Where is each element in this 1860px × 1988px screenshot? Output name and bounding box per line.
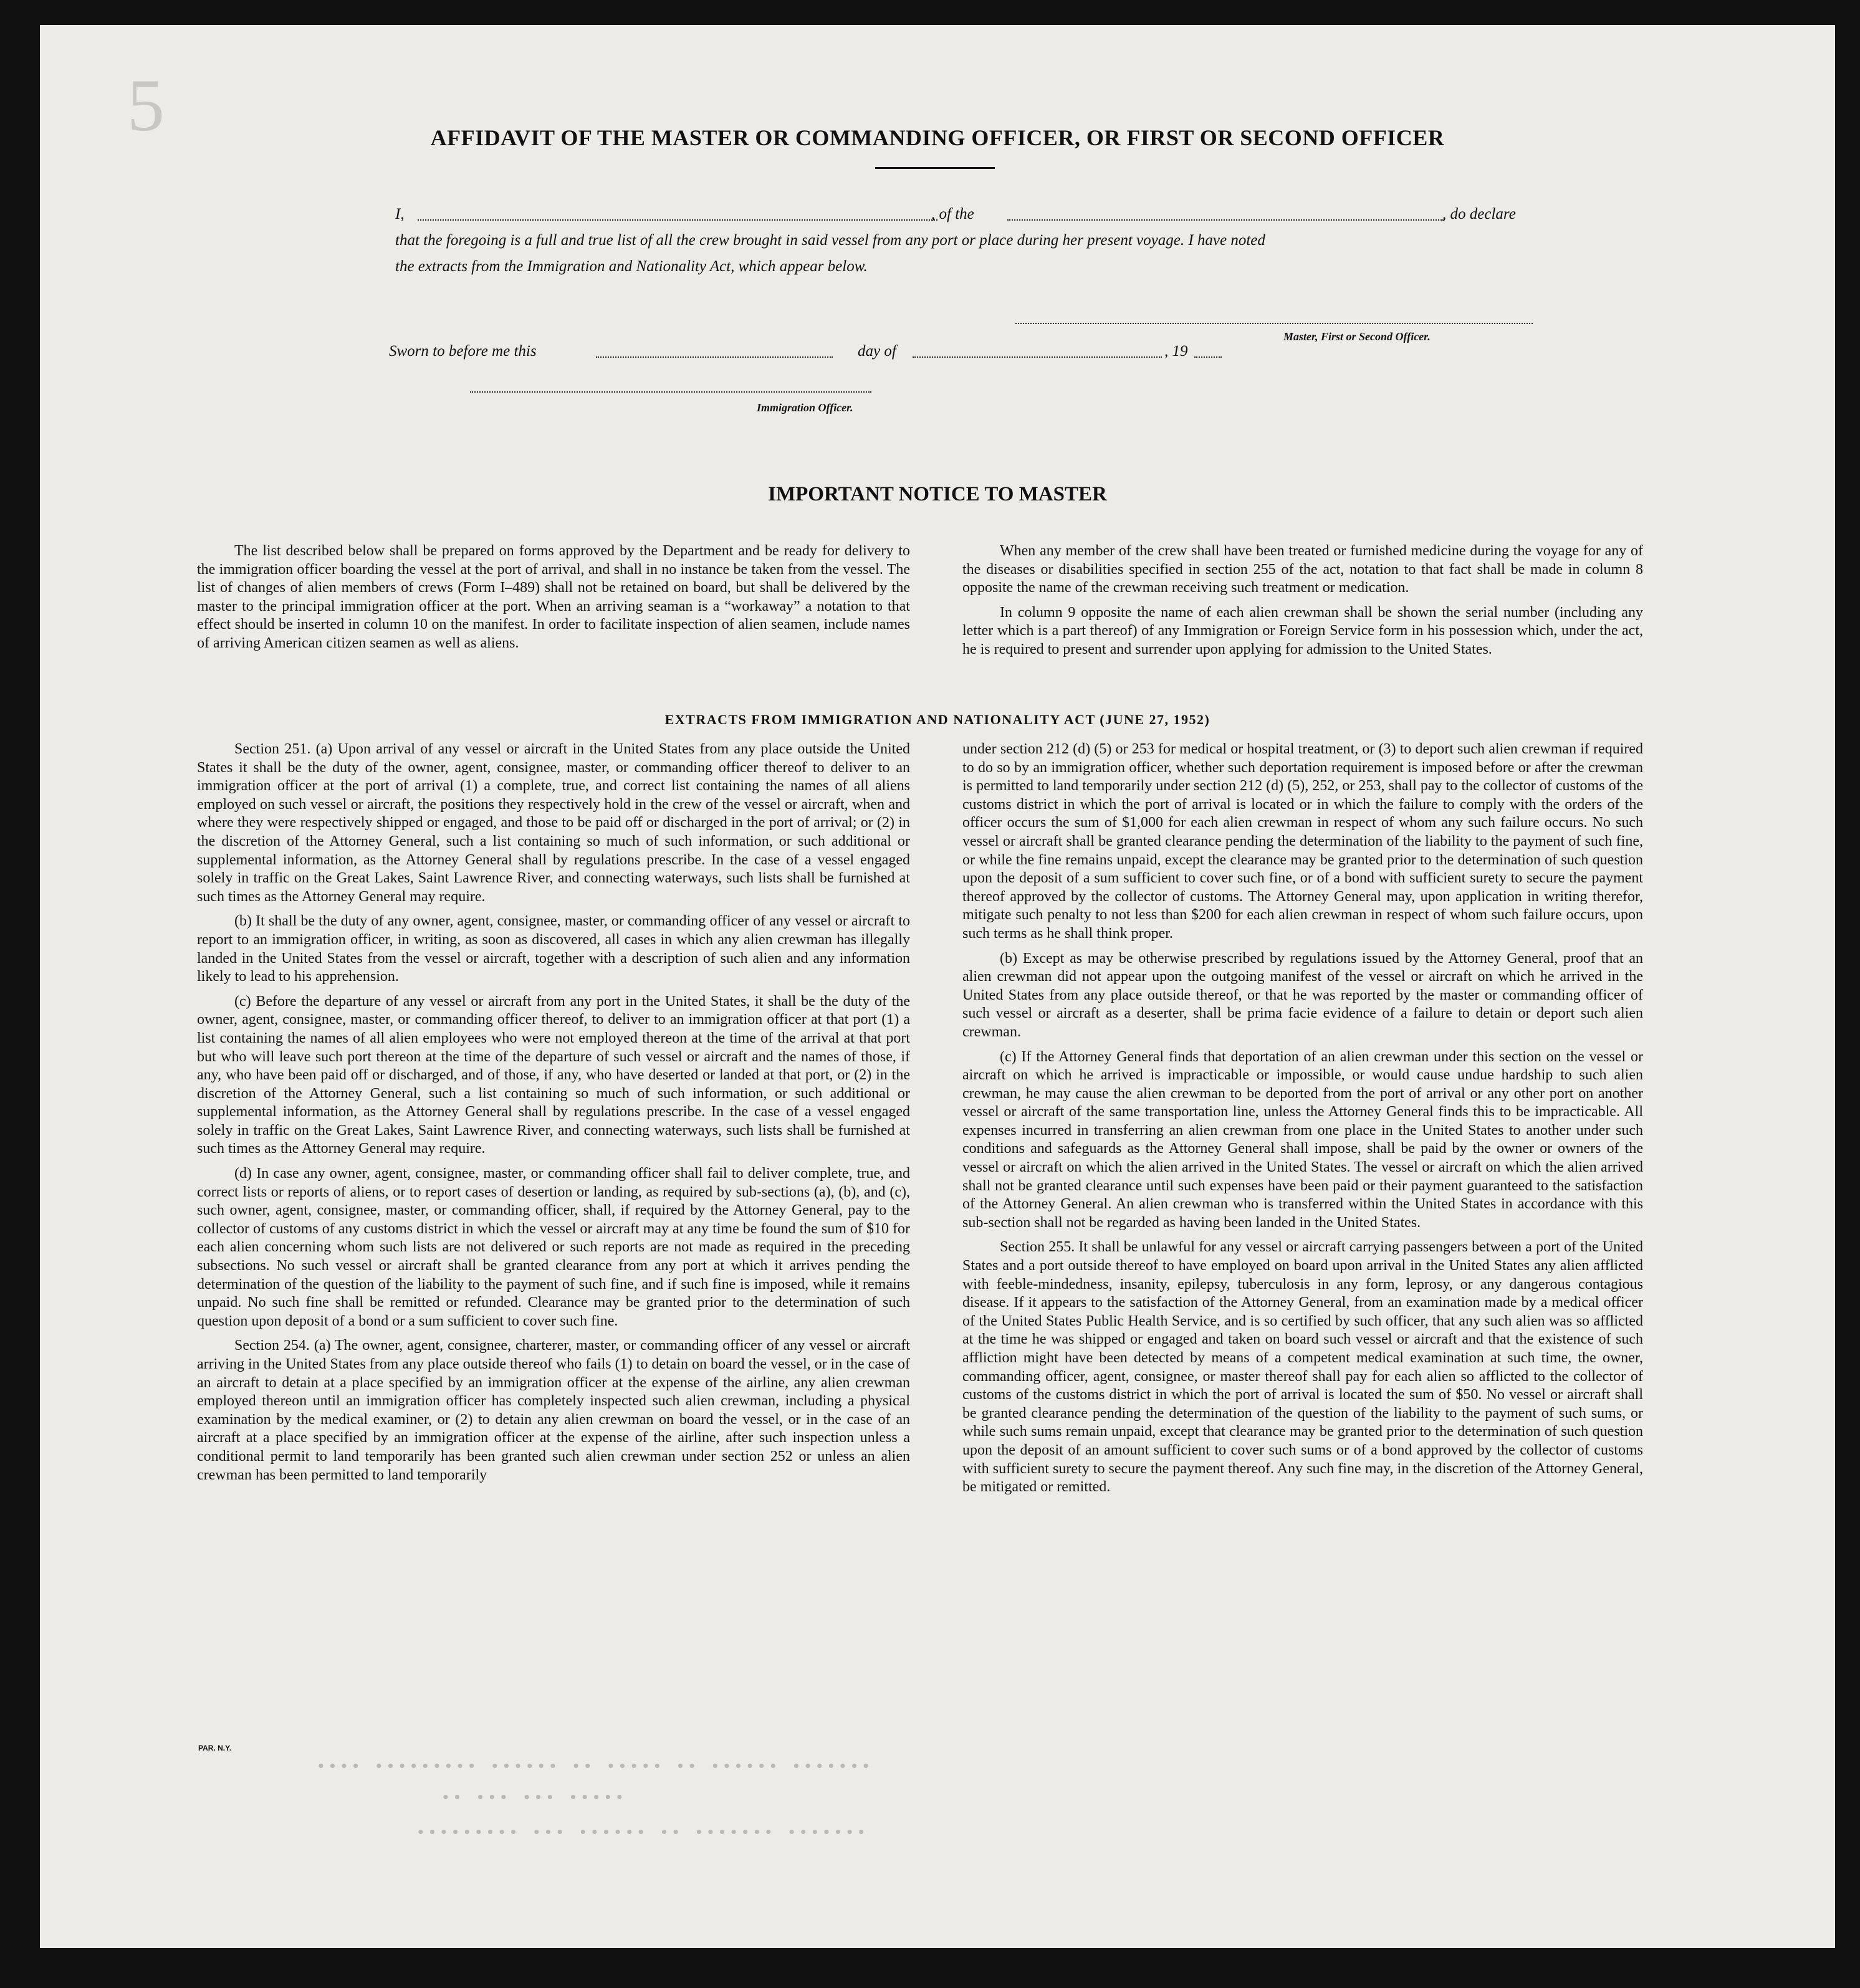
notice-right-paragraph-1: When any member of the crew shall have been treated or furnished medicine during the voyage for any of the diseases or disabilities specified in section 255 of the act, notation to that fact shall be made in column 8 opposite the name of the crewman receiving such treatment or medication. [962,543,1643,596]
extract-paragraph: Section 251. (a) Upon arrival of any vessel or aircraft in the United States from any place outside the United States it shall be the duty of the owner, agent, consignee, master, or commanding officer thereof to deliver to an immigration officer at the port of arrival (1) a complete, true, and correct list containing the names of all aliens employed on such vessel or aircraft, the positions they respectively hold in the crew of the vessel or aircraft, when and where they were respectively shipped or engaged, and those to be paid off or discharged in the port of arrival; or (2) in the discretion of the Attorney General, such a list containing so much of such information, or such additional or supplemental information, as the Attorney General shall by regulations prescribe. In the case of a vessel engaged solely in traffic on the Great Lakes, Saint Lawrence River, and connecting waterways, such lists shall be furnished at such times as the Attorney General may require. [197,741,910,905]
sworn-month-field[interactable] [913,356,1162,358]
sworn-label: Sworn to before me this [389,343,537,360]
bleed-through-text: ••••••• ••••••• •• •••••• ••• ••••••••• [414,1823,866,1842]
officer-signature-field[interactable] [470,391,871,393]
do-declare-label: , do declare [1442,206,1516,222]
extract-paragraph: (c) If the Attorney General finds that deportation of an alien crewman under this section on the vessel or aircraft on which he arrived is impracticable or impossible, or would cause undue hardship to such alien crewman, he may cause the alien crewman to be deported from the port of arrival or any other port on another vessel or aircraft of the same transportation line, unless the Attorney General finds this to be impracticable. All expenses incurred in transferring an alien crewman from one place in the United States to another under such conditions and safeguards as the Attorney General shall impose, shall be paid by the owner or owners of the vessel or aircraft on which the alien arrived in the United States. The vessel or aircraft on which the alien arrived shall not be granted clearance until such expenses have been paid or their payment guaranteed to the satisfaction of the Attorney General. An alien crewman who is transferred within the United States in accordance with this sub-section shall not be regarded as having been landed in the United States. [962,1048,1643,1231]
name-field[interactable] [418,219,937,221]
bleed-through-text: ••••••• •••••• •• ••••• •• •••••• ••••••••• •••• [314,1757,871,1776]
master-signature-field[interactable] [1015,323,1533,324]
printer-mark: PAR. N.Y. [198,1744,232,1752]
of-the-label: , of the [931,206,974,222]
year-field[interactable] [1194,356,1222,358]
notice-left-paragraph: The list described below shall be prepared on forms approved by the Department and be ready for delivery to the immigration officer boarding the vessel at the port of arrival, and shall in no instance be taken from the vessel. The list of changes of alien members of crews (Form I–489) shall not be retained on board, but shall be delivered by the master to the principal immigration officer at the port. When an arriving seaman is a “workaway” a notation to that effect should be inserted in column 10 on the manifest. In order to facilitate inspection of alien seamen, include names of arriving American citizen seamen as well as aliens. [197,543,910,651]
officer-signature-label: Immigration Officer. [757,401,853,414]
day-of-label: day of [858,343,896,360]
notice-left-column [197,542,910,659]
extract-paragraph: Section 255. It shall be unlawful for any vessel or aircraft carrying passengers between a port of the United States and a port outside thereof to have employed on board upon arrival in the United States any alien afflicted with feeble-mindedness, insanity, epilepsy, tuberculosis in any form, leprosy, or any dangerous contagious disease. If it appears to the satisfaction of the Attorney General, from an examination made by a medical officer of the United States Public Health Service, and is so certified by such officer, that any such alien was so afflicted at the time he was shipped or engaged and taken on board such vessel or aircraft and that the existence of such affliction might have been detected by means of a competent medical examination at such time, the owner, commanding officer, agent, consignee, or master thereof shall pay for each alien so afflicted to the collector of customs of the customs district in which the port of arrival is located the sum of $50. No vessel or aircraft shall be granted clearance pending the determination of the question of the liability to the payment of such sums, or while such sums remain unpaid, except that clearance may be granted prior to the determination of such question upon the deposit of an amount sufficient to cover such sums or of a bond approved by the collector of customs with sufficient surety to secure the payment thereof. Any such fine may, in the discretion of the Attorney General, be mitigated or remitted. [962,1239,1643,1496]
extract-paragraph: (d) In case any owner, agent, consignee, master, or commanding officer shall fail to deliver complete, true, and correct lists or reports of aliens, or to report cases of desertion or landing, as required by sub-sections (a), (b), and (c), such owner, agent, consignee, master, or commanding officer, shall, if required by the Attorney General, pay to the collector of customs of any customs district in which the vessel or aircraft may at any time be found the sum of $10 for each alien concerning whom such lists are not delivered or such reports are not made as required in the preceding subsections. No such vessel or aircraft shall be granted clearance from any port at which it arrives pending the determination of the question of the liability to the payment of such fine, and if such fine is imposed, while it remains unpaid. No such fine shall be remitted or refunded. Clearance may be granted prior to the determination of such question upon deposit of a bond or a sum sufficient to cover such fine. [197,1165,910,1329]
sworn-day-field[interactable] [596,356,833,358]
extract-paragraph: (c) Before the departure of any vessel or aircraft from any port in the United States, it shall be the duty of the owner, agent, consignee, master, or commanding officer thereof, to deliver to an immigration officer at that port (1) a list containing the names of all alien employees who were not employed thereon at the time of the arrival at that port but who will leave such port thereon at the time of the departure of such vessel or aircraft and the names of those, if any, who have been paid off or discharged, and of those, if any, who have deserted or landed at that port, or (2) in the discretion of the Attorney General, such a list containing so much of such information, or such additional or supplemental information, as the Attorney General shall by regulations prescribe. In the case of a vessel engaged solely in traffic on the Great Lakes, Saint Lawrence River, and connecting waterways, such lists shall be furnished at such times as the Attorney General may require. [197,993,910,1157]
declaration-line-1: that the foregoing is a full and true list of all the crew brought in said vessel from any port or place during her present voyage. I have noted [395,232,1265,249]
extract-paragraph: (b) It shall be the duty of any owner, agent, consignee, master, or commanding officer of any vessel or aircraft to report to an immigration officer, in writing, as soon as discovered, all cases in which any alien crewman has illegally landed in the United States from the vessel or aircraft, together with a description of such alien and any information likely to lead to his apprehension. [197,913,910,985]
extract-paragraph: under section 212 (d) (5) or 253 for medical or hospital treatment, or (3) to deport such alien crewman if required to do so by an immigration officer, whether such deportation requirement is imposed before or after the crewman is permitted to land temporarily under section 212 (d) (5), 252, or 253, shall pay to the collector of customs of the customs district in which the port of arrival is located or in which the failure to comply with the orders of the officer occurs the sum of $1,000 for each alien crewman in respect of whom any such failure occurs. No such vessel or aircraft shall be granted clearance pending the determination of the liability to the payment of such fine, or while the fine remains unpaid, except the clearance may be granted prior to the determination of such question upon the deposit of a sum sufficient to cover such fine, or of a bond with sufficient surety to secure the payment thereof approved by the collector of customs. The Attorney General may, upon application in writing therefor, mitigate such penalty to not less than $200 for each alien crewman in respect of whom such failure occurs, upon such terms as he shall think proper. [962,741,1643,942]
extracts-right-column [962,740,1643,1503]
extracts-title: EXTRACTS FROM IMMIGRATION AND NATIONALITY ACT (JUNE 27, 1952) [664,712,1210,727]
extract-paragraph: (b) Except as may be otherwise prescribed by regulations issued by the Attorney General, proof that an alien crewman did not appear upon the outgoing manifest of the vessel or aircraft on which he arrived in the United States from any place outside thereof, or that he was reported by the master or commanding officer of such vessel or aircraft as a deserter, shall be prima facie evidence of a failure to detain or deport such alien crewman. [962,950,1643,1040]
year-label: , 19 [1164,343,1188,360]
extract-paragraph: Section 254. (a) The owner, agent, consignee, charterer, master, or commanding officer of any vessel or aircraft arriving in the United States from any place outside thereof who fails (1) to detain on board the vessel, or in the case of an aircraft to detain at a place specified by an immigration officer at the expense of the airline, any alien crewman employed thereon until an immigration officer has completely inspected such alien crewman, including a physical examination by the medical examiner, or (2) to detain any alien crewman on board the vessel, or in the case of an aircraft at a place specified by an immigration officer at the expense of the airline, after such inspection unless a conditional permit to land temporarily has been granted such alien crewman under section 252 or unless an alien crewman has been permitted to land temporarily [197,1337,910,1483]
i-label: I, [395,206,405,222]
notice-right-column [962,542,1643,666]
bleed-through-text: ••••• ••• ••• •• [439,1789,625,1807]
notice-title: IMPORTANT NOTICE TO MASTER [768,483,1107,505]
document-page [40,25,1835,1948]
vessel-field[interactable] [1007,219,1444,221]
corner-stamp-mark: 5 [127,64,165,146]
affidavit-title: AFFIDAVIT OF THE MASTER OR COMMANDING OFFICER, OR FIRST OR SECOND OFFICER [430,125,1445,150]
declaration-line-2: the extracts from the Immigration and Nationality Act, which appear below. [395,258,868,275]
title-rule [875,167,995,169]
master-signature-label: Master, First or Second Officer. [1283,330,1431,343]
extracts-left-column [197,740,910,1491]
notice-right-paragraph-2: In column 9 opposite the name of each alien crewman shall be shown the serial number (including any letter which is a part thereof) of any Immigration or Foreign Service form in his possession which, under the act, he is required to present and surrender upon applying for admission to the United States. [962,604,1643,657]
